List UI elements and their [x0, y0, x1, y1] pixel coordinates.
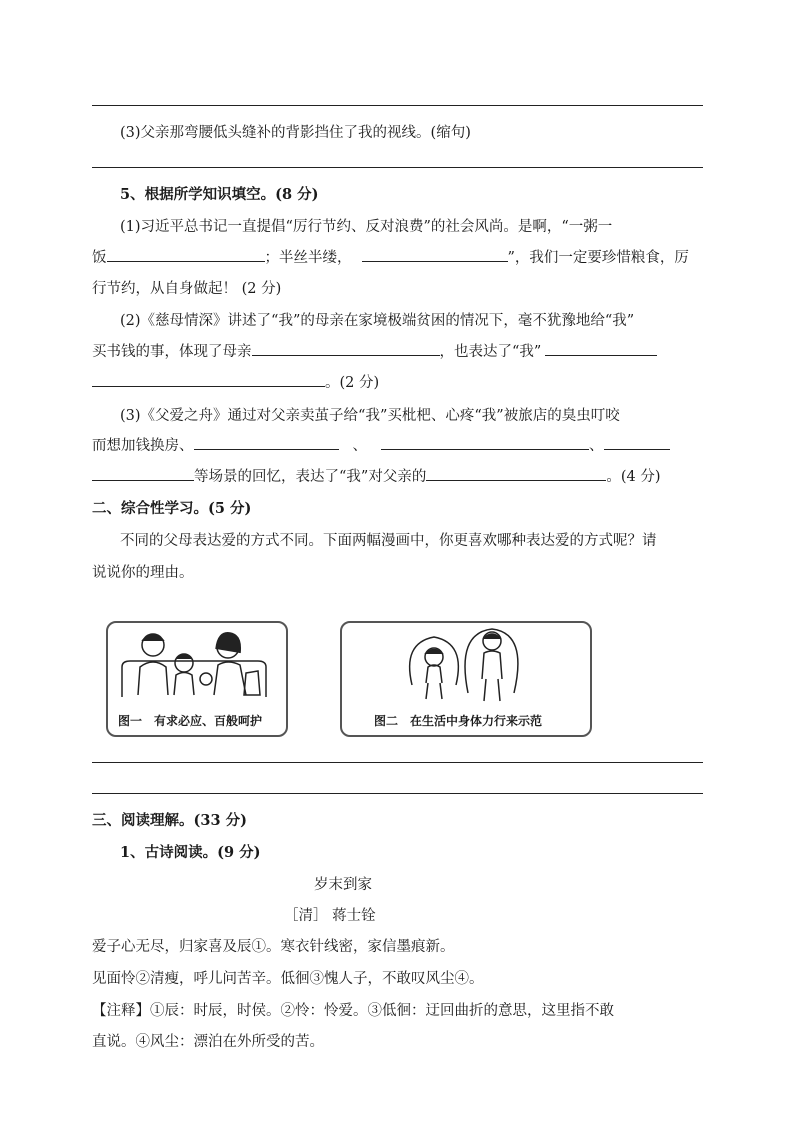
poem-line-2: 见面怜②清瘦，呼儿问苦辛。低徊③愧人子，不敢叹风尘④。 [92, 971, 484, 987]
text: 等场景的回忆，表达了“我”对父亲的 [194, 469, 427, 485]
fill-blank[interactable] [545, 341, 657, 356]
text: ，也表达了“我” [439, 344, 542, 360]
fill-blank[interactable] [194, 435, 339, 450]
answer-line[interactable] [92, 105, 703, 106]
answer-line[interactable] [92, 167, 703, 168]
text: ”，我们一定要珍惜粮食，厉 [507, 250, 689, 266]
text: 买书钱的事，体现了母亲 [92, 344, 252, 360]
answer-line[interactable] [92, 762, 703, 763]
q5-item2-line3 [92, 371, 379, 392]
comic-caption-2: 图二 在生活中身体力行来示范 [374, 714, 543, 728]
q5-item3-line3 [92, 465, 660, 486]
text: 、 [589, 438, 604, 454]
text: 而想加钱换房、 [92, 438, 194, 454]
comic-family-illustration [108, 623, 286, 707]
fill-blank[interactable] [604, 435, 670, 450]
fill-blank[interactable] [92, 466, 194, 481]
text: 饭 [92, 250, 107, 266]
text: ；半丝半缕， [264, 250, 352, 266]
fill-blank[interactable] [426, 466, 606, 481]
q5-item1-line3: 行节约，从自身做起！ (2 分) [92, 281, 282, 297]
section2-prompt-line2: 说说你的理由。 [92, 565, 194, 581]
section2-heading: 二、综合性学习。(5 分) [92, 500, 252, 517]
fill-blank[interactable] [92, 372, 325, 387]
poem-title: 岁末到家 [314, 877, 372, 893]
poem-author: ［清］ 蒋士铨 [284, 908, 376, 924]
section3-sub1: 1、古诗阅读。(9 分) [120, 844, 261, 861]
q5-item2-line2 [92, 340, 657, 361]
fill-blank[interactable] [252, 341, 440, 356]
fill-blank[interactable] [362, 247, 508, 262]
comic-figure-1 [106, 621, 288, 737]
q5-item1-line2 [92, 246, 689, 267]
text: 。(4 分) [606, 469, 661, 485]
section3-heading: 三、阅读理解。(33 分) [92, 812, 247, 829]
q5-heading: 5、根据所学知识填空。(8 分) [120, 186, 319, 203]
comic-caption-1: 图一 有求必应、百般呵护 [118, 714, 263, 728]
q4-item3: (3)父亲那弯腰低头缝补的背影挡住了我的视线。(缩句) [120, 125, 471, 141]
q5-item3-line2 [92, 434, 670, 455]
poem-notes-line-2: 直说。④风尘：漂泊在外所受的苦。 [92, 1034, 324, 1050]
q5-item3-line1: (3)《父爱之舟》通过对父亲卖茧子给“我”买枇杷、心疼“我”被旅店的臭虫叮咬 [120, 408, 620, 424]
jump-rope-illustration [342, 623, 590, 707]
text: 、 [352, 438, 367, 454]
poem-notes-line-1: 【注释】①辰：时辰，时侯。②怜：怜爱。③低徊：迂回曲折的意思，这里指不敢 [92, 1003, 614, 1019]
fill-blank[interactable] [381, 435, 589, 450]
q5-item1-line1: (1)习近平总书记一直提倡“厉行节约、反对浪费”的社会风尚。是啊，“一粥一 [120, 219, 613, 235]
answer-line[interactable] [92, 793, 703, 794]
comic-figure-2 [340, 621, 592, 737]
fill-blank[interactable] [107, 247, 265, 262]
poem-line-1: 爱子心无尽，归家喜及辰①。寒衣针线密，家信墨痕新。 [92, 939, 455, 955]
q5-item2-line1: (2)《慈母情深》讲述了“我”的母亲在家境极端贫困的情况下，毫不犹豫地给“我” [120, 313, 635, 329]
section2-prompt-line1: 不同的父母表达爱的方式不同。下面两幅漫画中，你更喜欢哪种表达爱的方式呢？请 [120, 533, 657, 549]
text: 。(2 分) [325, 375, 380, 391]
